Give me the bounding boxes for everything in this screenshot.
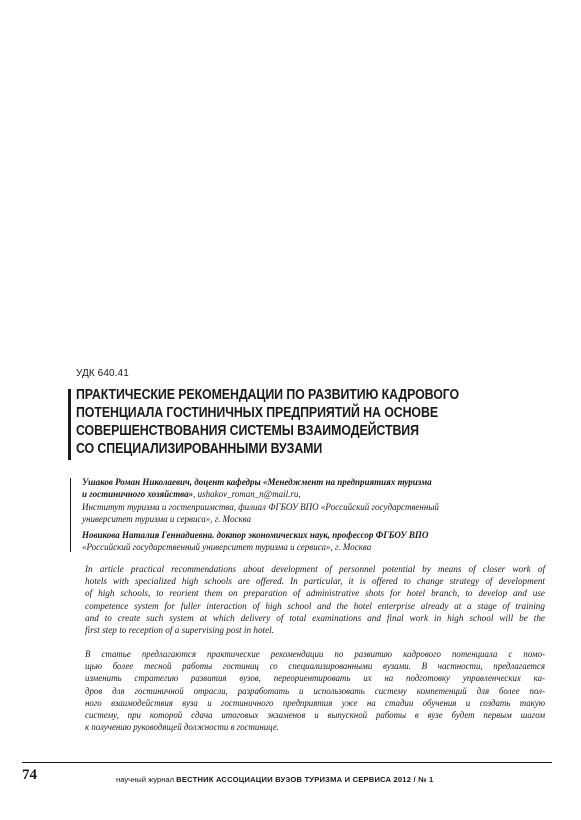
author1-line xyxy=(82,476,522,488)
title-line: ПОТЕНЦИАЛА ГОСТИНИЧНЫХ ПРЕДПРИЯТИЙ НА ОСНОВЕ xyxy=(76,405,439,421)
abstract-line: к получению руководящей должности в гостинице. xyxy=(85,722,279,733)
author1-affiliation: университет туризма и сервиса», г. Москва xyxy=(82,514,252,525)
author1-line xyxy=(82,488,522,500)
abstract-line: In article practical recommendations about development of personnel potential by means of closer work of xyxy=(85,564,545,574)
abstract-line: В статье предлагаются практические рекомендации по развитию кадрового потенциала с помо- xyxy=(85,649,545,659)
author2-name-position: Новикова Наталия Геннадиевна. доктор экономических наук, профессор ФГБОУ ВПО xyxy=(82,529,429,540)
abstract-line: and to create such system at which delivery of total examinations and final work in high school will be the xyxy=(85,612,545,623)
author1-email: , ushakov_roman_n@mail.ru, xyxy=(193,489,301,500)
abstract-line: of high schools, to reorient them on preparation of administrative shots for hotel branch, to develop and use xyxy=(85,588,545,599)
title-accent-bar xyxy=(68,389,71,460)
abstract-line: competence system for fuller interaction of high school and the hotel enterprise already at a stage of training xyxy=(85,600,545,611)
abstract-line: first step to reception of a supervising post in hotel. xyxy=(85,625,275,636)
journal-prefix: научный журнал xyxy=(116,775,175,784)
abstract-line: систему, при которой сдача итоговых экзаменов и выпускной работы в вузе будет первым шагом xyxy=(85,710,545,721)
journal-footer xyxy=(116,775,433,784)
abstract-line: щью более тесной работы гостиниц со специализированными вузами. В частности, предлагается xyxy=(85,661,545,672)
abstract-russian xyxy=(85,648,545,733)
authors-block xyxy=(82,476,522,553)
authors-accent-bar xyxy=(70,478,71,552)
title-line: СО СПЕЦИАЛИЗИРОВАННЫМИ ВУЗАМИ xyxy=(76,441,323,457)
title-line: ПРАКТИЧЕСКИЕ РЕКОМЕНДАЦИИ ПО РАЗВИТИЮ КАДРОВОГО xyxy=(76,387,460,403)
footer-divider xyxy=(22,762,552,763)
journal-issue: 2012 / № 1 xyxy=(393,775,434,784)
journal-name: ВЕСТНИК АССОЦИАЦИИ ВУЗОВ ТУРИЗМА И СЕРВИСА xyxy=(176,775,392,784)
page-number: 74 xyxy=(22,767,37,783)
author1-department: и гостиничного хозяйства» xyxy=(82,489,194,500)
author1-affiliation: Институт туризма и гостеприимства, филиал ФГБОУ ВПО «Российский государственный xyxy=(82,501,439,512)
abstract-line: изменить стратегию развития вузов, переориентировать их на подготовку управленческих ка- xyxy=(85,673,545,684)
author2-affiliation: «Российский государственный университет туризма и сервиса», г. Москва xyxy=(82,542,372,553)
abstract-line: дров для гостиничной отрасли, разработать и использовать систему компетенций для более пол- xyxy=(85,685,545,696)
author1-name-position: Ушаков Роман Николаевич, доцент кафедры «Менеджмент на предприятиях туризма xyxy=(82,477,432,487)
abstract-line: ного взаимодействия вуза и гостиничного предприятия уже на стадии обучения и создать такую xyxy=(85,697,545,708)
abstract-english xyxy=(85,563,545,636)
udk-code: УДК 640.41 xyxy=(76,368,129,379)
article-title xyxy=(76,386,480,458)
title-line: СОВЕРШЕНСТВОВАНИЯ СИСТЕМЫ ВЗАИМОДЕЙСТВИЯ xyxy=(76,423,419,439)
abstract-line: hotels with specialized high schools are offered. In particular, it is offered to change strategy of development xyxy=(85,576,545,587)
author2-line xyxy=(82,529,522,541)
